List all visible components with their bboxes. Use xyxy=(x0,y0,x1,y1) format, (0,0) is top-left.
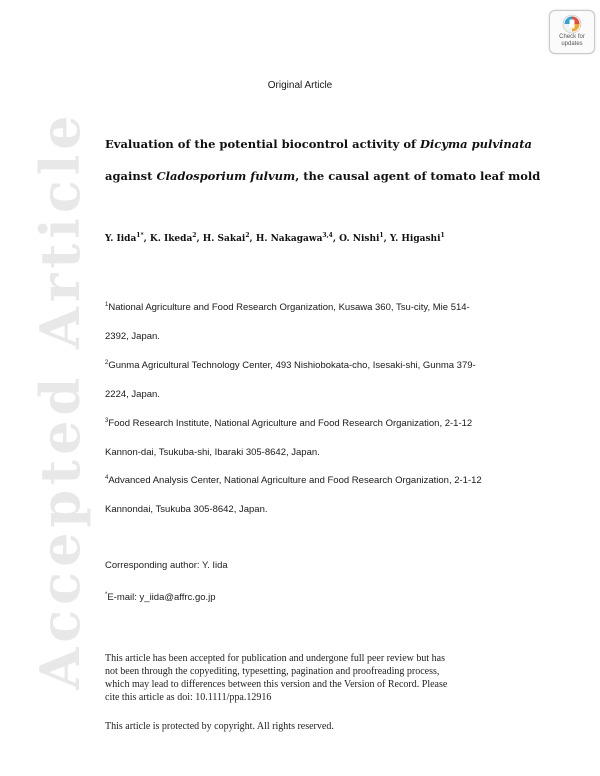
affiliation-4: $^4$Advanced Analysis Center, National Agriculture and Food Research Organization, 2-1-12 Kannondai, Tsukuba 305-8642, Japan. xyxy=(105,474,482,515)
paper-title xyxy=(105,128,541,192)
email-line: *E-mail: y_iida@affrc.go.jp xyxy=(105,591,216,603)
author: Y. Iida$^{1*}$ xyxy=(105,232,144,244)
author-list: Y. Iida$^{1*}$, K. Ikeda$^2$, H. Sakai$^2$, H. Nakagawa$^{3,4}$, O. Nishi$^1$, Y. Higashi$^1$ xyxy=(105,232,445,244)
check-for-updates-badge[interactable] xyxy=(549,10,595,54)
badge-line-1: Check for xyxy=(559,34,585,40)
affiliation-1: $^1$National Agriculture and Food Research Organization, Kusawa 360, Tsu-city, Mie 514- 2392, Japan. xyxy=(105,301,470,342)
species-name: Dicyma pulvinata xyxy=(419,137,532,151)
crossmark-icon xyxy=(562,14,582,34)
author: H. Sakai$^2$ xyxy=(202,232,250,244)
affiliation-2: $^2$Gunma Agricultural Technology Center, 493 Nishiobokata-cho, Isesaki-shi, Gunma 379- 2224, Japan. xyxy=(105,359,476,400)
accepted-article-watermark: Accepted Article xyxy=(28,110,92,690)
acceptance-notice: This article has been accepted for publication and undergone full peer review but has not been through the copyediting, typesetting, pagination and proofreading process, which may lead to differences between this version and the Version of Record. Please cite this article as doi: 10.1111/ppa.12916 xyxy=(105,653,448,703)
author: K. Ikeda$^2$ xyxy=(149,232,197,244)
affiliation-3: $^3$Food Research Institute, National Agriculture and Food Research Organization, 2-1-12 Kannon-dai, Tsukuba-shi, Ibaraki 305-8642, Japan. xyxy=(105,417,473,458)
badge-line-2: updates xyxy=(561,41,583,47)
author: H. Nakagawa$^{3,4}$ xyxy=(255,232,333,244)
author: O. Nishi$^1$ xyxy=(339,232,384,244)
title-line-1: Evaluation of the potential biocontrol activity of Dicyma pulvinata xyxy=(105,137,532,151)
species-name: Cladosporium fulvum xyxy=(156,169,296,183)
author: Y. Higashi$^1$ xyxy=(389,232,445,244)
email-address[interactable]: E-mail: y_iida@affrc.go.jp xyxy=(107,592,216,603)
title-line-2: against Cladosporium fulvum, the causal agent of tomato leaf mold xyxy=(105,169,541,183)
corresponding-author: Corresponding author: Y. Iida xyxy=(105,560,228,571)
article-type-label: Original Article xyxy=(267,80,333,91)
copyright-notice: This article is protected by copyright. All rights reserved. xyxy=(105,721,334,732)
